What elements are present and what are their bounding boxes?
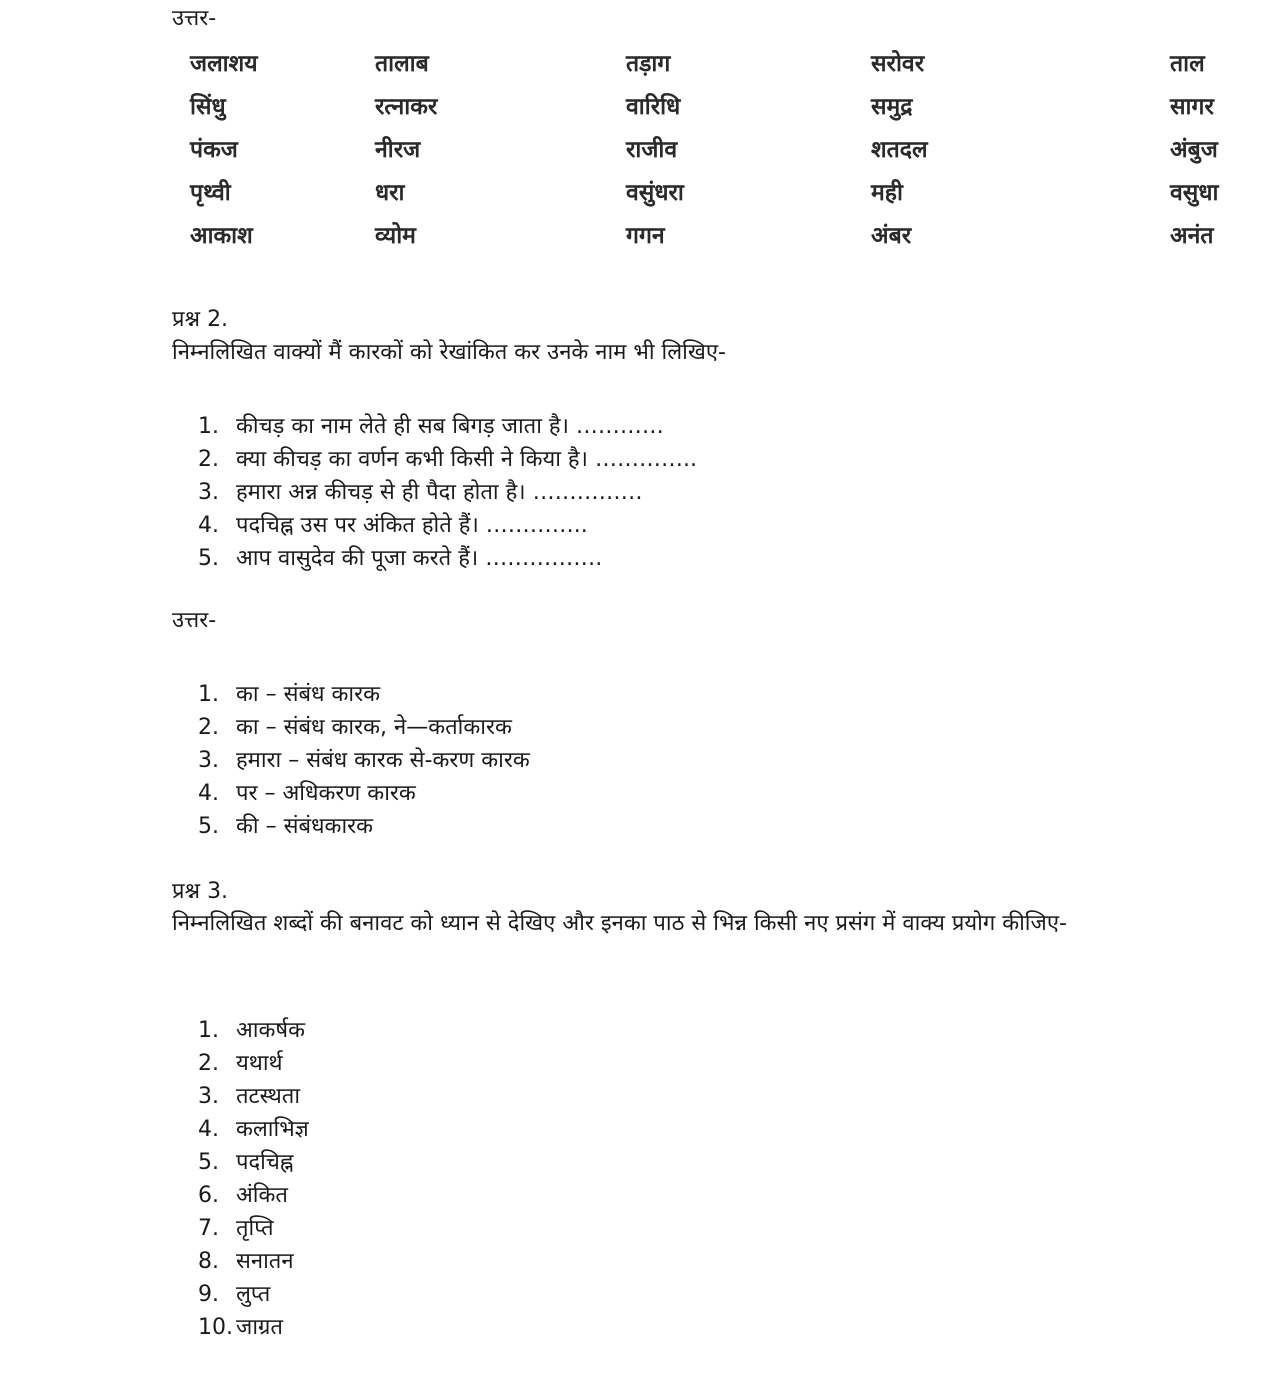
synonym-word: अनंत xyxy=(1170,222,1214,249)
synonym-word: नीरज xyxy=(375,136,421,163)
list-item-text: लुप्त xyxy=(236,1282,271,1307)
list-item-text: का – संबंध कारक, ने—कर्ताकारक xyxy=(236,715,512,740)
list-item-number: 10. xyxy=(198,1315,233,1340)
synonym-word: सिंधु xyxy=(190,93,226,120)
answer-2-heading: उत्तर- xyxy=(172,608,217,633)
list-item xyxy=(198,1179,309,1212)
list-item xyxy=(198,1311,309,1344)
synonym-word: वसुधा xyxy=(1170,179,1219,206)
list-item-number: 4. xyxy=(198,1117,219,1142)
synonym-word: वारिधि xyxy=(626,93,681,120)
list-item-number: 4. xyxy=(198,781,219,806)
list-item-number: 1. xyxy=(198,682,219,707)
list-item xyxy=(198,410,697,443)
synonym-word: धरा xyxy=(375,179,405,206)
question-2-heading: प्रश्न 2. xyxy=(172,307,229,332)
answer-1-heading: उत्तर- xyxy=(172,6,217,31)
list-item-text: क्या कीचड़ का वर्णन कभी किसी ने किया है। ………….. xyxy=(236,447,697,472)
list-item-number: 5. xyxy=(198,1150,219,1175)
question-2-list xyxy=(198,410,697,575)
list-item xyxy=(198,476,697,509)
synonym-word: वसुंधरा xyxy=(626,179,684,206)
answer-2-list xyxy=(198,678,530,843)
list-item-text: पदचिह्न xyxy=(236,1150,294,1175)
list-item-text: हमारा – संबंध कारक से-करण कारक xyxy=(236,748,530,773)
list-item-number: 6. xyxy=(198,1183,219,1208)
synonym-word: समुद्र xyxy=(871,93,913,120)
synonym-row xyxy=(190,218,1250,261)
list-item xyxy=(198,1278,309,1311)
question-3-heading: प्रश्न 3. xyxy=(172,879,229,904)
list-item-number: 5. xyxy=(198,546,219,571)
list-item xyxy=(198,744,530,777)
list-item-number: 2. xyxy=(198,1051,219,1076)
list-item xyxy=(198,777,530,810)
list-item-number: 4. xyxy=(198,513,219,538)
list-item xyxy=(198,1146,309,1179)
list-item-number: 2. xyxy=(198,447,219,472)
synonym-word: गगन xyxy=(626,222,665,249)
list-item-text: आकर्षक xyxy=(236,1018,305,1043)
list-item-text: पदचिह्न उस पर अंकित होते हैं। ………….. xyxy=(236,513,588,538)
question-3-prompt: निम्नलिखित शब्दों की बनावट को ध्यान से देखिए और इनका पाठ से भिन्न किसी नए प्रसंग में वाक्य प्रयोग कीजिए- xyxy=(172,911,1067,936)
list-item-number: 8. xyxy=(198,1249,219,1274)
list-item xyxy=(198,443,697,476)
synonym-word: तड़ाग xyxy=(626,50,671,77)
list-item-number: 1. xyxy=(198,414,219,439)
question-2-prompt: निम्नलिखित वाक्यों मैं कारकों को रेखांकित कर उनके नाम भी लिखिए- xyxy=(172,340,726,365)
synonym-word: पंकज xyxy=(190,136,238,163)
synonym-word: तालाब xyxy=(375,50,429,77)
list-item xyxy=(198,1014,309,1047)
synonym-word: ताल xyxy=(1170,50,1205,77)
synonym-word: अंबर xyxy=(871,222,912,249)
list-item-text: का – संबंध कारक xyxy=(236,682,381,707)
list-item-text: हमारा अन्न कीचड़ से ही पैदा होता है। …………… xyxy=(236,480,643,505)
synonym-word: व्योम xyxy=(375,222,416,249)
list-item-text: की – संबंधकारक xyxy=(236,814,374,839)
list-item xyxy=(198,1113,309,1146)
synonym-word: रत्नाकर xyxy=(375,93,438,120)
list-item-text: सनातन xyxy=(236,1249,294,1274)
list-item-text: कीचड़ का नाम लेते ही सब बिगड़ जाता है। ………… xyxy=(236,414,664,439)
synonym-word: अंबुज xyxy=(1170,136,1218,163)
list-item xyxy=(198,711,530,744)
synonym-word: शतदल xyxy=(871,136,928,163)
synonyms-table xyxy=(190,46,1250,261)
list-item-text: पर – अधिकरण कारक xyxy=(236,781,416,806)
list-item xyxy=(198,1245,309,1278)
list-item xyxy=(198,810,530,843)
synonym-word: राजीव xyxy=(626,136,678,163)
list-item-number: 5. xyxy=(198,814,219,839)
list-item-text: तटस्थता xyxy=(236,1084,301,1109)
list-item-text: अंकित xyxy=(236,1183,288,1208)
synonym-row xyxy=(190,46,1250,89)
list-item-text: तृप्ति xyxy=(236,1216,274,1241)
list-item-text: यथार्थ xyxy=(236,1051,283,1076)
list-item xyxy=(198,1047,309,1080)
list-item-number: 9. xyxy=(198,1282,219,1307)
list-item-number: 1. xyxy=(198,1018,219,1043)
synonym-word: मही xyxy=(871,179,903,206)
question-3-list xyxy=(198,1014,309,1344)
list-item xyxy=(198,678,530,711)
list-item-text: जाग्रत xyxy=(236,1315,283,1340)
list-item-number: 3. xyxy=(198,748,219,773)
synonym-row xyxy=(190,132,1250,175)
synonym-row xyxy=(190,175,1250,218)
synonym-word: जलाशय xyxy=(190,50,258,77)
list-item-number: 3. xyxy=(198,1084,219,1109)
list-item-number: 7. xyxy=(198,1216,219,1241)
list-item xyxy=(198,1080,309,1113)
synonym-word: आकाश xyxy=(190,222,253,249)
list-item-text: आप वासुदेव की पूजा करते हैं। ……………. xyxy=(236,546,603,571)
synonym-word: पृथ्वी xyxy=(190,179,231,206)
synonym-word: सरोवर xyxy=(871,50,925,77)
list-item-number: 3. xyxy=(198,480,219,505)
synonym-row xyxy=(190,89,1250,132)
list-item xyxy=(198,542,697,575)
list-item xyxy=(198,509,697,542)
synonym-word: सागर xyxy=(1170,93,1214,120)
list-item xyxy=(198,1212,309,1245)
list-item-text: कलाभिज्ञ xyxy=(236,1117,309,1142)
list-item-number: 2. xyxy=(198,715,219,740)
